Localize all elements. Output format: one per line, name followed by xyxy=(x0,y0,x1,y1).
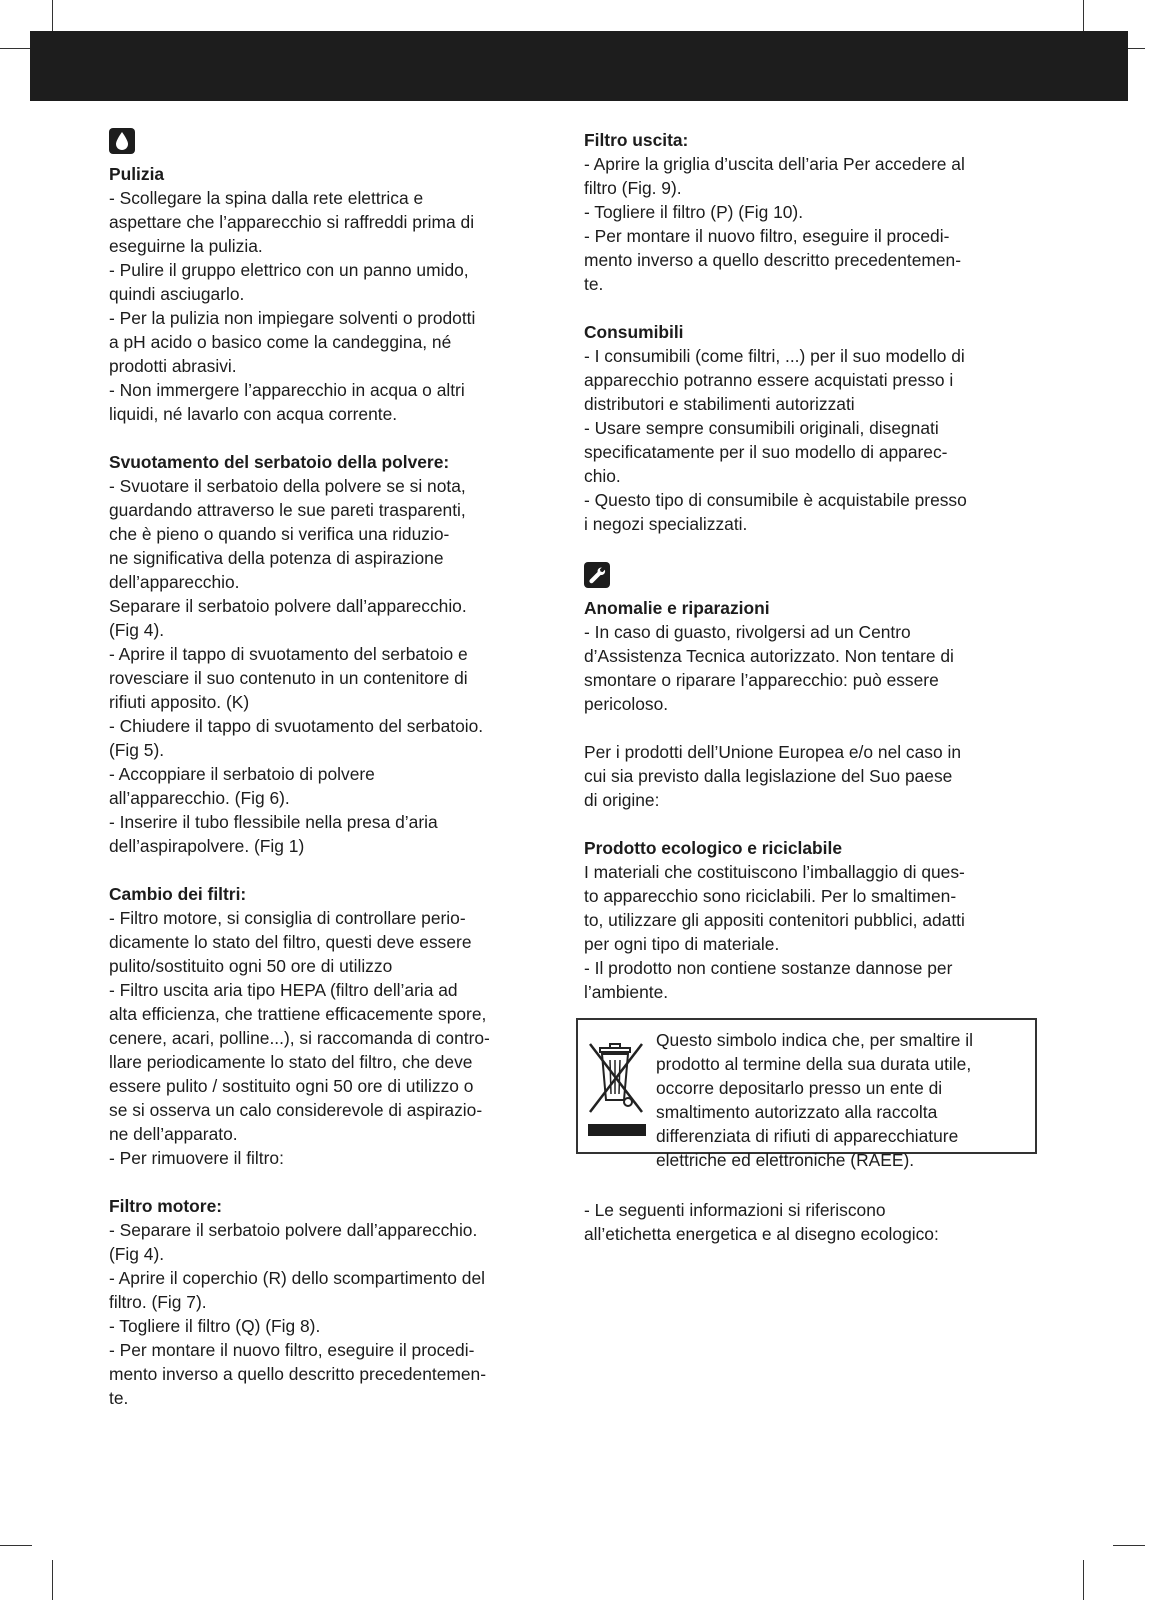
weee-notice-box xyxy=(576,1018,1037,1170)
section-body-consumibili: - I consumibili (come filtri, ...) per il suo modello di apparecchio potranno essere acquistati presso i distributori e stabilimenti autorizzati - Usare sempre consumibili originali, disegnati specificatamente per il suo modello di apparec- chio. - Questo tipo di consumibile è acquistabile presso i negozi specializzati. xyxy=(584,346,967,534)
weee-notice-text: Questo simbolo indica che, per smaltire il prodotto al termine della sua durata utile, occorre depositarlo presso un ente di smaltimento autorizzato alla raccolta differenziata di rifiuti di apparecchiature elettriche ed elettroniche (RAEE). xyxy=(656,1030,974,1170)
section-body-anomalie: - In caso di guasto, rivolgersi ad un Centro d’Assistenza Tecnica autorizzato. Non tentare di smontare o riparare l’apparecchio: può essere pericoloso. xyxy=(584,622,954,714)
crop-mark xyxy=(0,48,32,49)
left-column xyxy=(109,128,554,1410)
section-body-svuotamento: - Svuotare il serbatoio della polvere se si nota, guardando attraverso le sue pareti trasparenti, che è pieno o quando si verifica una riduzio- ne significativa della potenza di aspirazione dell’apparecchio. Separare il serbatoio polvere dall’apparecchio. (Fig 4). - Aprire il tappo di svuotamento del serbatoio e rovesciare il suo contenuto in un contenitore di rifiuti apposito. (K) - Chiudere il tappo di svuotamento del serbatoio. (Fig 5). - Accoppiare il serbatoio di polvere all’apparecchio. (Fig 6). - Inserire il tubo flessibile nella presa d’aria dell’aspirapolvere. (Fig 1) xyxy=(109,476,484,856)
crop-mark xyxy=(52,1560,53,1600)
water-drop-icon xyxy=(109,128,135,154)
crop-mark xyxy=(52,0,53,32)
section-title-ecologico: Prodotto ecologico e riciclabile xyxy=(584,838,843,858)
wrench-icon xyxy=(584,562,610,588)
section-title-cambio-filtri: Cambio dei filtri: xyxy=(109,884,247,904)
header-bar xyxy=(30,31,1128,101)
section-body-filtro-uscita: - Aprire la griglia d’uscita dell’aria Per accedere al filtro (Fig. 9). - Togliere il filtro (P) (Fig 10). - Per montare il nuovo filtro, eseguire il procedi- mento inverso a quello descritto precedentemen- te. xyxy=(584,154,965,294)
energy-label-text: - Le seguenti informazioni si riferiscono all’etichetta energetica e al disegno ecologico: xyxy=(584,1200,939,1244)
section-title-pulizia: Pulizia xyxy=(109,164,165,184)
section-body-ecologico: I materiali che costituiscono l’imballaggio di ques- to apparecchio sono riciclabili. Per lo smaltimen- to, utilizzare gli appositi contenitori pubblici, adatti per ogni tipo di materiale. - Il prodotto non contiene sostanze dannose per l’ambiente. xyxy=(584,862,965,1002)
section-title-anomalie: Anomalie e riparazioni xyxy=(584,598,770,618)
crop-mark xyxy=(1083,0,1084,32)
crop-mark xyxy=(0,1545,32,1546)
section-title-filtro-uscita: Filtro uscita: xyxy=(584,130,689,150)
eu-products-text: Per i prodotti dell’Unione Europea e/o nel caso in cui sia previsto dalla legislazione del Suo paese di origine: xyxy=(584,742,962,810)
section-body-cambio-filtri: - Filtro motore, si consiglia di controllare perio- dicamente lo stato del filtro, questi deve essere pulito/sostituito ogni 50 ore di utilizzo - Filtro uscita aria tipo HEPA (filtro dell’aria ad alta efficienza, che trattiene efficacemente spore, cenere, acari, polline...), si raccomanda di contro- llare periodicamente lo stato del filtro, che deve essere pulito / sostituito ogni 50 ore di utilizzo o se si osserva un calo considerevole di aspirazio- ne dell’apparato. - Per rimuovere il filtro: xyxy=(109,908,490,1168)
section-body-filtro-motore: - Separare il serbatoio polvere dall’apparecchio. (Fig 4). - Aprire il coperchio (R) dello scompartimento del filtro. (Fig 7). - Togliere il filtro (Q) (Fig 8). - Per montare il nuovo filtro, eseguire il procedi- mento inverso a quello descritto precedentemen- te. xyxy=(109,1220,487,1408)
section-title-consumibili: Consumibili xyxy=(584,322,684,342)
crop-mark xyxy=(1083,1560,1084,1600)
right-column xyxy=(584,128,1034,1246)
crossed-out-wheelie-bin-icon xyxy=(586,1038,648,1138)
section-body-pulizia: - Scollegare la spina dalla rete elettrica e aspettare che l’apparecchio si raffreddi prima di eseguirne la pulizia. - Pulire il gruppo elettrico con un panno umido, quindi asciugarlo. - Per la pulizia non impiegare solventi o prodotti a pH acido o basico come la candeggina, né prodotti abrasivi. - Non immergere l’apparecchio in acqua o altri liquidi, né lavarlo con acqua corrente. xyxy=(109,188,476,424)
section-title-svuotamento: Svuotamento del serbatoio della polvere: xyxy=(109,452,450,472)
section-title-filtro-motore: Filtro motore: xyxy=(109,1196,223,1216)
crop-mark xyxy=(1113,1545,1145,1546)
